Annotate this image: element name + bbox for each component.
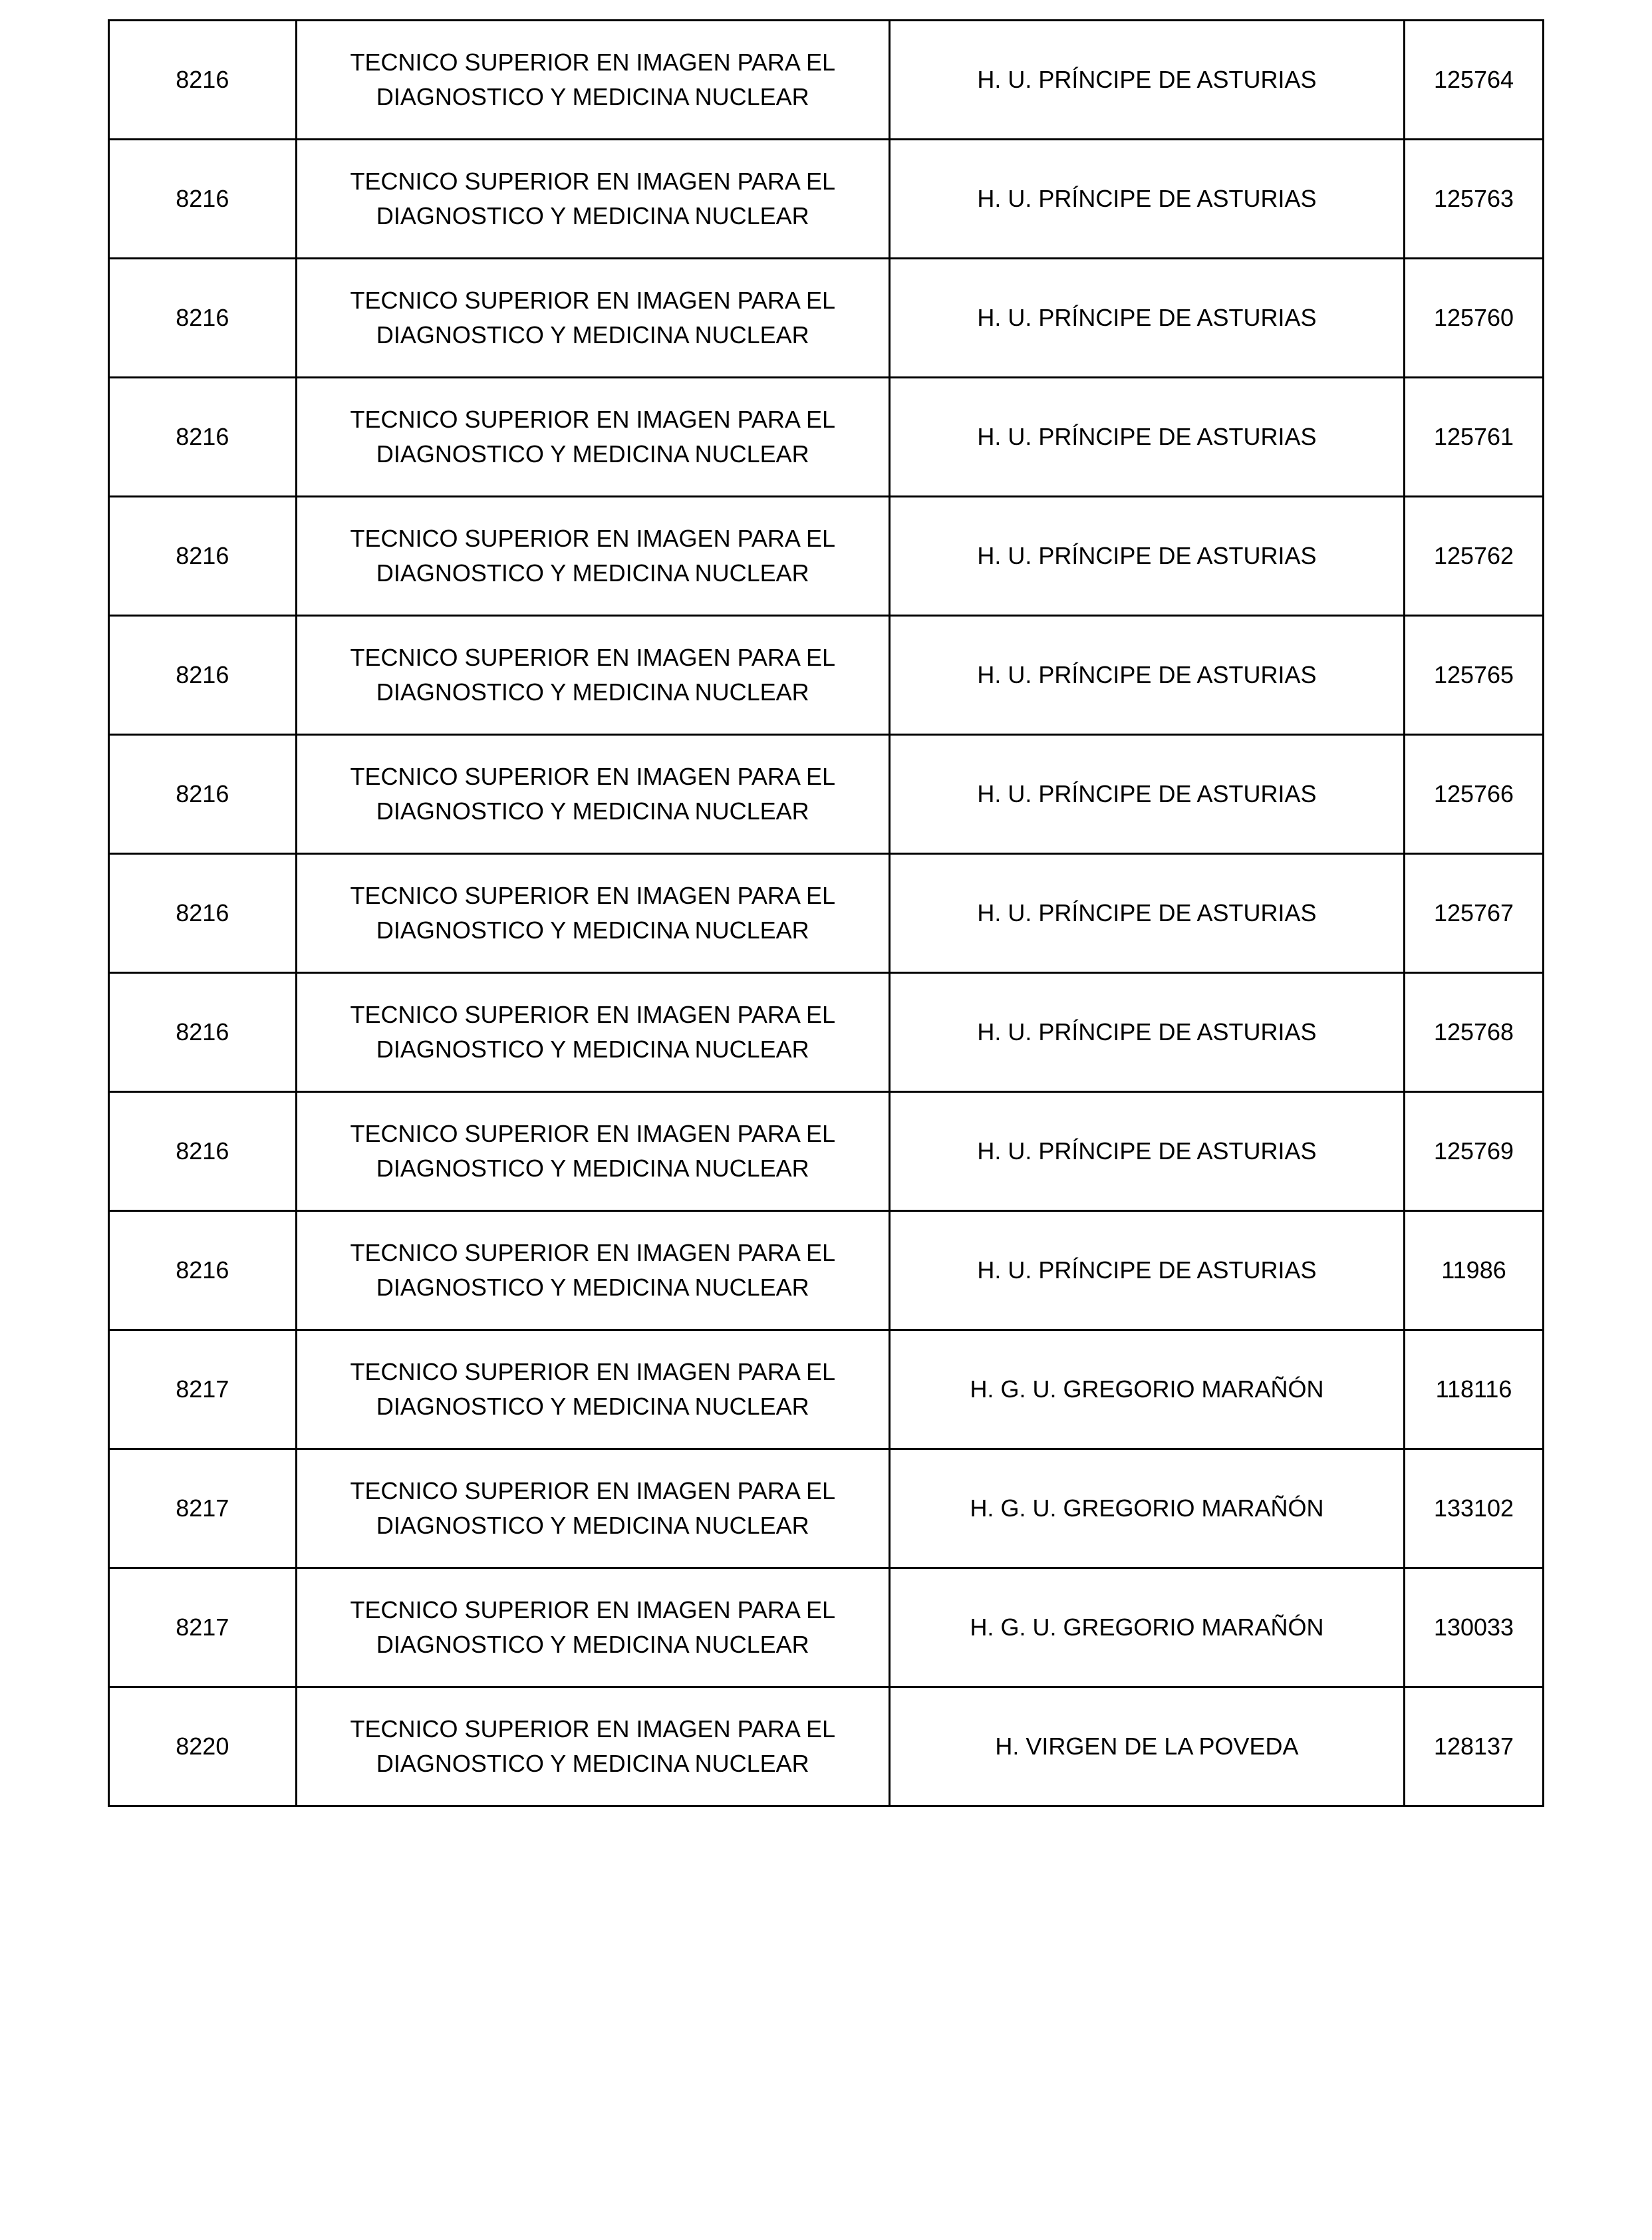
table-body	[109, 21, 1544, 1806]
hospital-cell: H. U. PRÍNCIPE DE ASTURIAS	[889, 378, 1404, 497]
hospital-cell: H. U. PRÍNCIPE DE ASTURIAS	[889, 1211, 1404, 1330]
table-row	[109, 616, 1544, 735]
table-row	[109, 1330, 1544, 1449]
code-cell: 8216	[109, 1211, 297, 1330]
hospital-cell: H. U. PRÍNCIPE DE ASTURIAS	[889, 973, 1404, 1092]
table-row	[109, 1568, 1544, 1687]
category-line-2: DIAGNOSTICO Y MEDICINA NUCLEAR	[376, 1631, 809, 1658]
category-cell	[296, 735, 889, 854]
table-row	[109, 1449, 1544, 1568]
table-row	[109, 854, 1544, 973]
category-cell	[296, 21, 889, 140]
category-line-1: TECNICO SUPERIOR EN IMAGEN PARA EL	[350, 168, 835, 195]
code-cell: 8216	[109, 140, 297, 259]
category-cell	[296, 259, 889, 378]
category-line-2: DIAGNOSTICO Y MEDICINA NUCLEAR	[376, 321, 809, 349]
category-line-2: DIAGNOSTICO Y MEDICINA NUCLEAR	[376, 1155, 809, 1182]
category-line-2: DIAGNOSTICO Y MEDICINA NUCLEAR	[376, 559, 809, 587]
table-row	[109, 973, 1544, 1092]
table-row	[109, 21, 1544, 140]
category-line-2: DIAGNOSTICO Y MEDICINA NUCLEAR	[376, 1393, 809, 1420]
table-row	[109, 378, 1544, 497]
number-cell: 125768	[1405, 973, 1544, 1092]
code-cell: 8216	[109, 735, 297, 854]
table-row	[109, 497, 1544, 616]
hospital-cell: H. G. U. GREGORIO MARAÑÓN	[889, 1449, 1404, 1568]
category-line-1: TECNICO SUPERIOR EN IMAGEN PARA EL	[350, 406, 835, 433]
category-line-1: TECNICO SUPERIOR EN IMAGEN PARA EL	[350, 882, 835, 909]
category-cell	[296, 1687, 889, 1806]
category-cell	[296, 378, 889, 497]
category-cell	[296, 973, 889, 1092]
code-cell: 8220	[109, 1687, 297, 1806]
hospital-cell: H. U. PRÍNCIPE DE ASTURIAS	[889, 1092, 1404, 1211]
positions-table	[108, 19, 1544, 1807]
hospital-cell: H. U. PRÍNCIPE DE ASTURIAS	[889, 497, 1404, 616]
number-cell: 125763	[1405, 140, 1544, 259]
table-row	[109, 735, 1544, 854]
hospital-cell: H. U. PRÍNCIPE DE ASTURIAS	[889, 140, 1404, 259]
number-cell: 125767	[1405, 854, 1544, 973]
category-line-1: TECNICO SUPERIOR EN IMAGEN PARA EL	[350, 1239, 835, 1266]
category-line-1: TECNICO SUPERIOR EN IMAGEN PARA EL	[350, 1596, 835, 1623]
category-line-2: DIAGNOSTICO Y MEDICINA NUCLEAR	[376, 83, 809, 110]
table-row	[109, 1092, 1544, 1211]
category-line-1: TECNICO SUPERIOR EN IMAGEN PARA EL	[350, 644, 835, 671]
number-cell: 128137	[1405, 1687, 1544, 1806]
code-cell: 8216	[109, 497, 297, 616]
table-row	[109, 1211, 1544, 1330]
code-cell: 8217	[109, 1330, 297, 1449]
code-cell: 8216	[109, 1092, 297, 1211]
number-cell: 130033	[1405, 1568, 1544, 1687]
category-cell	[296, 1092, 889, 1211]
number-cell: 125765	[1405, 616, 1544, 735]
category-line-1: TECNICO SUPERIOR EN IMAGEN PARA EL	[350, 1477, 835, 1504]
category-cell	[296, 140, 889, 259]
category-line-1: TECNICO SUPERIOR EN IMAGEN PARA EL	[350, 1358, 835, 1385]
code-cell: 8216	[109, 378, 297, 497]
hospital-cell: H. G. U. GREGORIO MARAÑÓN	[889, 1568, 1404, 1687]
category-line-1: TECNICO SUPERIOR EN IMAGEN PARA EL	[350, 763, 835, 790]
code-cell: 8217	[109, 1449, 297, 1568]
category-line-1: TECNICO SUPERIOR EN IMAGEN PARA EL	[350, 1120, 835, 1147]
number-cell: 125761	[1405, 378, 1544, 497]
hospital-cell: H. U. PRÍNCIPE DE ASTURIAS	[889, 854, 1404, 973]
category-cell	[296, 1211, 889, 1330]
category-cell	[296, 1330, 889, 1449]
category-line-1: TECNICO SUPERIOR EN IMAGEN PARA EL	[350, 287, 835, 314]
table-row	[109, 1687, 1544, 1806]
table-row	[109, 259, 1544, 378]
hospital-cell: H. U. PRÍNCIPE DE ASTURIAS	[889, 259, 1404, 378]
category-cell	[296, 616, 889, 735]
code-cell: 8216	[109, 259, 297, 378]
category-line-1: TECNICO SUPERIOR EN IMAGEN PARA EL	[350, 1001, 835, 1028]
hospital-cell: H. VIRGEN DE LA POVEDA	[889, 1687, 1404, 1806]
code-cell: 8216	[109, 854, 297, 973]
category-line-2: DIAGNOSTICO Y MEDICINA NUCLEAR	[376, 1274, 809, 1301]
number-cell: 125766	[1405, 735, 1544, 854]
category-line-2: DIAGNOSTICO Y MEDICINA NUCLEAR	[376, 440, 809, 468]
category-line-1: TECNICO SUPERIOR EN IMAGEN PARA EL	[350, 49, 835, 76]
category-line-2: DIAGNOSTICO Y MEDICINA NUCLEAR	[376, 202, 809, 229]
category-line-2: DIAGNOSTICO Y MEDICINA NUCLEAR	[376, 678, 809, 706]
hospital-cell: H. U. PRÍNCIPE DE ASTURIAS	[889, 616, 1404, 735]
number-cell: 133102	[1405, 1449, 1544, 1568]
code-cell: 8216	[109, 973, 297, 1092]
category-cell	[296, 1568, 889, 1687]
number-cell: 125764	[1405, 21, 1544, 140]
code-cell: 8217	[109, 1568, 297, 1687]
number-cell: 125762	[1405, 497, 1544, 616]
table-row	[109, 140, 1544, 259]
category-line-1: TECNICO SUPERIOR EN IMAGEN PARA EL	[350, 1715, 835, 1743]
category-line-2: DIAGNOSTICO Y MEDICINA NUCLEAR	[376, 916, 809, 944]
number-cell: 125769	[1405, 1092, 1544, 1211]
code-cell: 8216	[109, 21, 297, 140]
number-cell: 11986	[1405, 1211, 1544, 1330]
category-cell	[296, 854, 889, 973]
hospital-cell: H. U. PRÍNCIPE DE ASTURIAS	[889, 21, 1404, 140]
category-line-1: TECNICO SUPERIOR EN IMAGEN PARA EL	[350, 525, 835, 552]
category-line-2: DIAGNOSTICO Y MEDICINA NUCLEAR	[376, 797, 809, 825]
number-cell: 118116	[1405, 1330, 1544, 1449]
category-line-2: DIAGNOSTICO Y MEDICINA NUCLEAR	[376, 1750, 809, 1777]
category-cell	[296, 1449, 889, 1568]
category-line-2: DIAGNOSTICO Y MEDICINA NUCLEAR	[376, 1512, 809, 1539]
code-cell: 8216	[109, 616, 297, 735]
hospital-cell: H. U. PRÍNCIPE DE ASTURIAS	[889, 735, 1404, 854]
hospital-cell: H. G. U. GREGORIO MARAÑÓN	[889, 1330, 1404, 1449]
category-line-2: DIAGNOSTICO Y MEDICINA NUCLEAR	[376, 1036, 809, 1063]
category-cell	[296, 497, 889, 616]
number-cell: 125760	[1405, 259, 1544, 378]
